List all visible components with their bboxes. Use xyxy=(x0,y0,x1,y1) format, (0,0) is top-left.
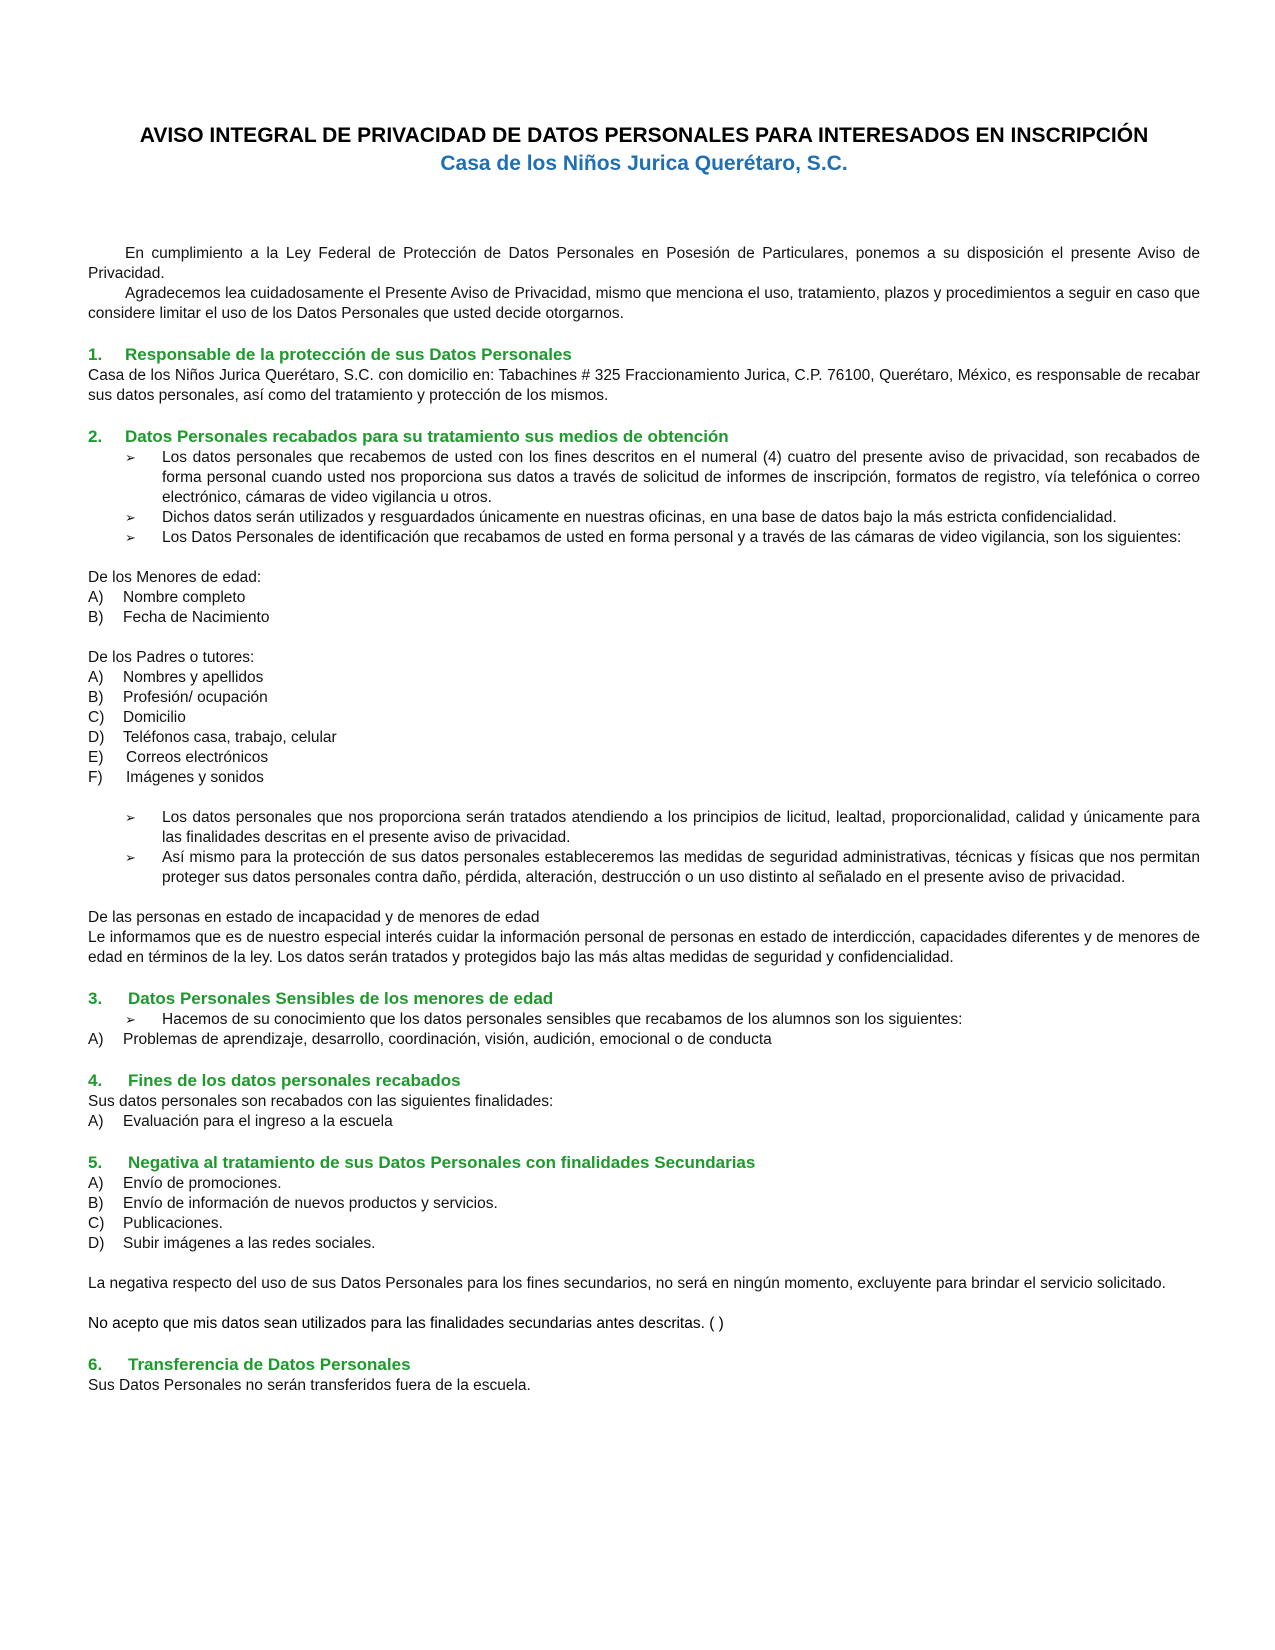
list-letter: A) xyxy=(88,1175,104,1192)
section-title: Responsable de la protección de sus Datos Personales xyxy=(125,345,572,364)
list-item xyxy=(88,608,1200,628)
bullet-item xyxy=(88,848,1200,888)
bullet-text: Los datos personales que nos proporciona serán tratados atendiendo a los principios de licitud, lealtad, proporcionalidad, calidad y únicamente para las finalidades descritas en el presente aviso de privacidad. xyxy=(162,809,1200,846)
list-item xyxy=(88,768,1200,788)
intro-paragraph-1: En cumplimiento a la Ley Federal de Protección de Datos Personales en Posesión de Particulares, ponemos a su disposición el presente Aviso de Privacidad. xyxy=(88,245,1200,282)
section-title: Negativa al tratamiento de sus Datos Personales con finalidades Secundarias xyxy=(128,1153,756,1172)
list-letter: B) xyxy=(88,689,104,706)
arrow-bullet-icon: ➢ xyxy=(125,1012,136,1027)
bullet-item xyxy=(88,448,1200,508)
section-number: 3. xyxy=(88,989,103,1008)
list-letter: B) xyxy=(88,1195,104,1212)
list-item xyxy=(88,1214,1200,1234)
bullet-text: Hacemos de su conocimiento que los datos personales sensibles que recabamos de los alumnos son los siguientes: xyxy=(162,1011,963,1028)
bullet-text: Los datos personales que recabemos de usted con los fines descritos en el numeral (4) cuatro del presente aviso de privacidad, son recabados de forma personal cuando usted nos proporciona sus datos a través de solicitud de informes de inscripción, formatos de registro, vía telefónica o correo electrónico, cámaras de video vigilancia u otros. xyxy=(162,449,1200,506)
list-item xyxy=(88,728,1200,748)
list-text: Imágenes y sonidos xyxy=(126,769,264,786)
list-text: Problemas de aprendizaje, desarrollo, coordinación, visión, audición, emocional o de conducta xyxy=(123,1031,772,1048)
opt-out-statement: No acepto que mis datos sean utilizados para las finalidades secundarias antes descritas. ( ) xyxy=(88,1315,724,1332)
list-text: Envío de información de nuevos productos y servicios. xyxy=(123,1195,498,1212)
bullet-item xyxy=(88,508,1200,528)
document-title: AVISO INTEGRAL DE PRIVACIDAD DE DATOS PERSONALES PARA INTERESADOS EN INSCRIPCIÓN xyxy=(139,124,1149,147)
section-number: 1. xyxy=(88,345,103,364)
list-item xyxy=(88,1112,1200,1132)
list-item xyxy=(88,748,1200,768)
list-text: Subir imágenes a las redes sociales. xyxy=(123,1235,376,1252)
section-5-body: La negativa respecto del uso de sus Datos Personales para los fines secundarios, no será en ningún momento, excluyente para brindar el servicio solicitado. xyxy=(88,1275,1166,1292)
bullet-text: Así mismo para la protección de sus datos personales estableceremos las medidas de seguridad administrativas, técnicas y físicas que nos permitan proteger sus datos personales contra daño, pérdida, alteración, destrucción o un uso distinto al señalado en el presente aviso de privacidad. xyxy=(162,849,1200,886)
arrow-bullet-icon: ➢ xyxy=(125,510,136,525)
bullet-text: Los Datos Personales de identificación que recabamos de usted en forma personal y a través de las cámaras de video vigilancia, son los siguientes: xyxy=(162,529,1182,546)
list-letter: A) xyxy=(88,1113,104,1130)
minors-label: De los Menores de edad: xyxy=(88,569,262,586)
section-2-bullets-secondary xyxy=(88,808,1200,888)
list-letter: E) xyxy=(88,749,104,766)
list-item xyxy=(88,668,1200,688)
list-item xyxy=(88,1174,1200,1194)
section-1-body: Casa de los Niños Jurica Querétaro, S.C. con domicilio en: Tabachines # 325 Fraccionamiento Jurica, C.P. 76100, Querétaro, México, es responsable de recabar sus datos personales, así como del tratamiento y protección de los mismos. xyxy=(88,367,1200,404)
section-number: 5. xyxy=(88,1153,103,1172)
bullet-item xyxy=(88,1010,1200,1030)
list-text: Profesión/ ocupación xyxy=(123,689,268,706)
list-item xyxy=(88,588,1200,608)
document-page xyxy=(88,122,1200,1396)
section-number: 6. xyxy=(88,1355,103,1374)
organization-name: Casa de los Niños Jurica Querétaro, S.C. xyxy=(440,152,848,175)
bullet-item xyxy=(88,808,1200,848)
list-letter: C) xyxy=(88,709,105,726)
incapacity-body: Le informamos que es de nuestro especial interés cuidar la información personal de personas en estado de interdicción, capacidades diferentes y de menores de edad en términos de la ley. Los datos serán tratados y protegidos bajo las más altas medidas de seguridad y confidencialidad. xyxy=(88,929,1200,966)
list-text: Envío de promociones. xyxy=(123,1175,282,1192)
section-1-heading xyxy=(88,344,1200,366)
arrow-bullet-icon: ➢ xyxy=(125,450,136,465)
list-text: Nombre completo xyxy=(123,589,246,606)
arrow-bullet-icon: ➢ xyxy=(125,850,136,865)
list-text: Correos electrónicos xyxy=(126,749,269,766)
bullet-item xyxy=(88,528,1200,548)
section-number: 2. xyxy=(88,427,103,446)
list-item xyxy=(88,1030,1200,1050)
list-text: Evaluación para el ingreso a la escuela xyxy=(123,1113,393,1130)
list-item xyxy=(88,1194,1200,1214)
section-6-heading xyxy=(88,1354,1200,1376)
section-number: 4. xyxy=(88,1071,103,1090)
list-text: Publicaciones. xyxy=(123,1215,223,1232)
list-text: Domicilio xyxy=(123,709,186,726)
section-title: Datos Personales Sensibles de los menores de edad xyxy=(128,989,554,1008)
list-item xyxy=(88,688,1200,708)
list-text: Fecha de Nacimiento xyxy=(123,609,270,626)
section-title: Datos Personales recabados para su tratamiento sus medios de obtención xyxy=(125,427,729,446)
bullet-text: Dichos datos serán utilizados y resguardados únicamente en nuestras oficinas, en una base de datos bajo la más estricta confidencialidad. xyxy=(162,509,1117,526)
list-letter: D) xyxy=(88,729,105,746)
list-item xyxy=(88,1234,1200,1254)
incapacity-label: De las personas en estado de incapacidad y de menores de edad xyxy=(88,909,540,926)
arrow-bullet-icon: ➢ xyxy=(125,530,136,545)
list-text: Teléfonos casa, trabajo, celular xyxy=(123,729,337,746)
section-2-heading xyxy=(88,426,1200,448)
list-letter: D) xyxy=(88,1235,105,1252)
list-letter: B) xyxy=(88,609,104,626)
arrow-bullet-icon: ➢ xyxy=(125,810,136,825)
list-text: Nombres y apellidos xyxy=(123,669,264,686)
section-title: Fines de los datos personales recabados xyxy=(128,1071,461,1090)
section-3-heading xyxy=(88,988,1200,1010)
list-item xyxy=(88,708,1200,728)
list-letter: A) xyxy=(88,589,104,606)
section-title: Transferencia de Datos Personales xyxy=(128,1355,411,1374)
section-4-body: Sus datos personales son recabados con las siguientes finalidades: xyxy=(88,1093,554,1110)
parents-label: De los Padres o tutores: xyxy=(88,649,255,666)
section-4-heading xyxy=(88,1070,1200,1092)
intro-paragraph-2: Agradecemos lea cuidadosamente el Presente Aviso de Privacidad, mismo que menciona el uso, tratamiento, plazos y procedimientos a seguir en caso que considere limitar el uso de los Datos Personales que usted decide otorgarnos. xyxy=(88,285,1200,322)
section-2-bullets xyxy=(88,448,1200,548)
section-6-body: Sus Datos Personales no serán transferidos fuera de la escuela. xyxy=(88,1377,531,1394)
section-5-heading xyxy=(88,1152,1200,1174)
list-letter: A) xyxy=(88,1031,104,1048)
list-letter: F) xyxy=(88,769,103,786)
list-letter: A) xyxy=(88,669,104,686)
list-letter: C) xyxy=(88,1215,105,1232)
